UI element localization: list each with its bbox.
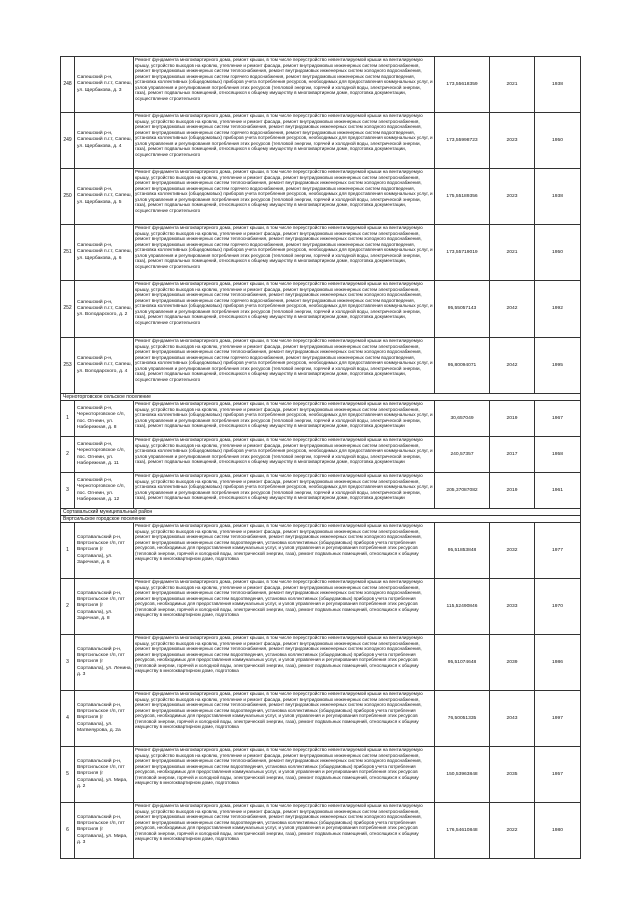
works-cell xyxy=(134,523,435,579)
repair-year-cell: 2019 xyxy=(490,473,535,509)
repair-year-cell: 2021 xyxy=(490,57,535,113)
works-text: Ремонт фундамента многоквартирного дома, ремонт крыши, в том числе переустройство невентилируемой крыши на вентилируемую крышу, устройство выходов на кровлю, утепление и ремонт фасада, ремонт внутридомовых инженерных систем электроснабжения, ремонт внутридомовых инженерных систем теплоснабжения, ремонт внутридомовых инженерных систем холодного водоснабжения, ремонт внутридомовых инженерных систем водоотведения, установка коллективных (общедомовых) приборов учета потребления ресурсов, необходимых для предоставления коммунальных услуг, и узлов управления и регулирования потребления этих ресурсов (тепловой энергии, горячей и холодной воды, электрической энергии, газа), ремонт подвальных помещений, относящихся к общему имуществу в многоквартирном доме, подготовка xyxy=(135,635,423,674)
table-row xyxy=(61,57,581,113)
repair-year-cell: 2021 xyxy=(490,225,535,281)
build-year-cell: 1977 xyxy=(535,523,581,579)
build-year-cell: 1958 xyxy=(535,437,581,473)
build-year-cell: 1950 xyxy=(535,225,581,281)
cost-cell: 95,80094071 xyxy=(435,338,490,394)
build-year-cell: 1995 xyxy=(535,338,581,394)
works-text: Ремонт фундамента многоквартирного дома, ремонт крыши, в том числе переустройство невентилируемой крыши на вентилируемую крышу, устройство выходов на кровлю, утепление и ремонт фасада, ремонт внутридомовых инженерных систем электроснабжения, ремонт внутридомовых инженерных систем теплоснабжения, ремонт внутридомовых инженерных систем холодного водоснабжения, ремонт внутридомовых инженерных систем горячего водоснабжения, ремонт внутридомовых инженерных систем водоотведения, установка коллективных (общедомовых) приборов учета потребления ресурсов, необходимых для предоставления коммунальных услуг, и узлов управления и регулирования потребления этих ресурсов (тепловой энергии, горячей и холодной воды, электрической энергии, газа), ремонт подвальных помещений, относящихся к общему имуществу в многоквартирном доме, подготовка документации, осуществление строительного xyxy=(135,338,433,382)
table-row xyxy=(61,113,581,169)
section-heading: Черноторговское сельское поселение xyxy=(61,394,581,401)
cost-cell: 205,37087082 xyxy=(435,473,490,509)
row-number-cell: 3 xyxy=(61,635,75,691)
works-text: Ремонт фундамента многоквартирного дома, ремонт крыши, в том числе переустройство невентилируемой крыши на вентилируемую крышу, устройство выходов на кровлю, утепление и ремонт фасада, ремонт внутридомовых инженерных систем электроснабжения, установка коллективных (общедомовых) приборов учета потребления ресурсов, необходимых для предоставления коммунальных услуг, и узлов управления и регулирования потребления этих ресурсов (тепловой энергии, горячей и холодной воды, электрической энергии, газа), ремонт подвальных помещений, относящихся к общему имуществу в многоквартирном доме, подготовка документации xyxy=(135,437,433,465)
table-row xyxy=(61,473,581,509)
repair-year-cell: 2042 xyxy=(490,338,535,394)
address-cell: Сортавальский р-н, Вяртсильское г/п, пгт Вяртсиля (г Сортавала), ул. Заречная, д. 6 xyxy=(75,523,134,579)
build-year-cell: 1997 xyxy=(535,691,581,747)
row-number-cell: 5 xyxy=(61,747,75,803)
cost-cell: 95,55057143 xyxy=(435,281,490,338)
works-cell xyxy=(134,338,435,394)
row-number-cell: 252 xyxy=(61,281,75,338)
build-year-cell: 1980 xyxy=(535,803,581,859)
repair-year-cell: 2032 xyxy=(490,523,535,579)
works-text: Ремонт фундамента многоквартирного дома, ремонт крыши, в том числе переустройство невентилируемой крыши на вентилируемую крышу, устройство выходов на кровлю, утепление и ремонт фасада, ремонт внутридомовых инженерных систем электроснабжения, установка коллективных (общедомовых) приборов учета потребления ресурсов, необходимых для предоставления коммунальных услуг, и узлов управления и регулирования потребления этих ресурсов (тепловой энергии, горячей и холодной воды, электрической энергии, газа), ремонт подвальных помещений, относящихся к общему имуществу в многоквартирном доме, подготовка документации xyxy=(135,401,433,429)
works-cell xyxy=(134,169,435,225)
section-row-urban-settlement xyxy=(61,516,581,523)
table-row xyxy=(61,635,581,691)
address-cell: Сортавальский р-н, Вяртсильское г/п, пгт Вяртсиля (г Сортавала), ул. Мира, д. 3 xyxy=(75,803,134,859)
repair-year-cell: 2042 xyxy=(490,281,535,338)
address-cell: Сортавальский р-н, Вяртсильское г/п, пгт Вяртсиля (г Сортавала), ул. Мира, д. 2 xyxy=(75,747,134,803)
works-cell xyxy=(134,803,435,859)
cost-cell: 30,657049 xyxy=(435,401,490,437)
table-row xyxy=(61,169,581,225)
table-row xyxy=(61,281,581,338)
works-text: Ремонт фундамента многоквартирного дома, ремонт крыши, в том числе переустройство невентилируемой крыши на вентилируемую крышу, устройство выходов на кровлю, утепление и ремонт фасада, ремонт внутридомовых инженерных систем электроснабжения, ремонт внутридомовых инженерных систем теплоснабжения, ремонт внутридомовых инженерных систем холодного водоснабжения, ремонт внутридомовых инженерных систем водоотведения, установка коллективных (общедомовых) приборов учета потребления ресурсов, необходимых для предоставления коммунальных услуг, и узлов управления и регулирования потребления этих ресурсов (тепловой энергии, горячей и холодной воды, электрической энергии, газа), ремонт подвальных помещений, относящихся к общему имуществу в многоквартирном доме, подготовка xyxy=(135,747,423,786)
repair-year-cell: 2035 xyxy=(490,747,535,803)
works-text: Ремонт фундамента многоквартирного дома, ремонт крыши, в том числе переустройство невентилируемой крыши на вентилируемую крышу, устройство выходов на кровлю, утепление и ремонт фасада, ремонт внутридомовых инженерных систем электроснабжения, ремонт внутридомовых инженерных систем теплоснабжения, ремонт внутридомовых инженерных систем холодного водоснабжения, ремонт внутридомовых инженерных систем горячего водоснабжения, ремонт внутридомовых инженерных систем водоотведения, установка коллективных (общедомовых) приборов учета потребления ресурсов, необходимых для предоставления коммунальных услуг, и узлов управления и регулирования потребления этих ресурсов (тепловой энергии, горячей и холодной воды, электрической энергии, газа), ремонт подвальных помещений, относящихся к общему имуществу в многоквартирном доме, подготовка документации, осуществление строительного xyxy=(135,225,433,269)
cost-cell: 173,55719019 xyxy=(435,225,490,281)
repair-year-cell: 2023 xyxy=(490,113,535,169)
build-year-cell: 1957 xyxy=(535,747,581,803)
cost-cell: 115,52490846 xyxy=(435,579,490,635)
cost-cell: 95,51074648 xyxy=(435,635,490,691)
works-cell xyxy=(134,747,435,803)
works-cell xyxy=(134,579,435,635)
works-text: Ремонт фундамента многоквартирного дома, ремонт крыши, в том числе переустройство невентилируемой крыши на вентилируемую крышу, устройство выходов на кровлю, утепление и ремонт фасада, ремонт внутридомовых инженерных систем электроснабжения, ремонт внутридомовых инженерных систем теплоснабжения, ремонт внутридомовых инженерных систем холодного водоснабжения, ремонт внутридомовых инженерных систем горячего водоснабжения, ремонт внутридомовых инженерных систем водоотведения, установка коллективных (общедомовых) приборов учета потребления ресурсов, необходимых для предоставления коммунальных услуг, и узлов управления и регулирования потребления этих ресурсов (тепловой энергии, горячей и холодной воды, электрической энергии, газа), ремонт подвальных помещений, относящихся к общему имуществу в многоквартирном доме, подготовка документации, осуществление строительного xyxy=(135,169,433,213)
address-cell: Сапешский р-н, Черноторговское с/п, пос. Огнеин, ул. Набережная, д. 11 xyxy=(75,437,134,473)
table-row xyxy=(61,225,581,281)
address-cell: Сапешский р-н, Сапешский п.г.т, Сапеш, ул. Щербакова, д. 4 xyxy=(75,113,134,169)
address-cell: Сапешский р-н, Сапешский п.г.т, Сапеш, ул. Щербакова, д. 3 xyxy=(75,57,134,113)
build-year-cell: 1992 xyxy=(535,281,581,338)
works-cell xyxy=(134,57,435,113)
works-text: Ремонт фундамента многоквартирного дома, ремонт крыши, в том числе переустройство невентилируемой крыши на вентилируемую крышу, устройство выходов на кровлю, утепление и ремонт фасада, ремонт внутридомовых инженерных систем электроснабжения, установка коллективных (общедомовых) приборов учета потребления ресурсов, необходимых для предоставления коммунальных услуг, и узлов управления и регулирования потребления этих ресурсов (тепловой энергии, горячей и холодной воды, электрической энергии, газа), ремонт подвальных помещений, относящихся к общему имуществу в многоквартирном доме, подготовка документации xyxy=(135,473,433,501)
cost-cell: 176,54610848 xyxy=(435,803,490,859)
works-text: Ремонт фундамента многоквартирного дома, ремонт крыши, в том числе переустройство невентилируемой крыши на вентилируемую крышу, устройство выходов на кровлю, утепление и ремонт фасада, ремонт внутридомовых инженерных систем электроснабжения, ремонт внутридомовых инженерных систем теплоснабжения, ремонт внутридомовых инженерных систем холодного водоснабжения, ремонт внутридомовых инженерных систем водоотведения, установка коллективных (общедомовых) приборов учета потребления ресурсов, необходимых для предоставления коммунальных услуг, и узлов управления и регулирования потребления этих ресурсов (тепловой энергии, горячей и холодной воды, электрической энергии, газа), ремонт подвальных помещений, относящихся к общему имуществу в многоквартирном доме, подготовка xyxy=(135,691,423,730)
address-cell: Сапешский р-н, Сапешский п.г.т, Сапеш, ул. Володарского, д. 2 xyxy=(75,281,134,338)
works-cell xyxy=(134,691,435,747)
table-row xyxy=(61,803,581,859)
address-cell: Сортавальский р-н, Вяртсильское г/п, пгт Вяртсиля (г Сортавала), ул. Ленина, д. 3 xyxy=(75,635,134,691)
cost-cell: 150,53963848 xyxy=(435,747,490,803)
row-number-cell: 250 xyxy=(61,169,75,225)
table-row xyxy=(61,437,581,473)
row-number-cell: 249 xyxy=(61,113,75,169)
cost-cell: 95,51853848 xyxy=(435,523,490,579)
works-cell xyxy=(134,281,435,338)
repair-year-cell: 2039 xyxy=(490,635,535,691)
works-text: Ремонт фундамента многоквартирного дома, ремонт крыши, в том числе переустройство невентилируемой крыши на вентилируемую крышу, устройство выходов на кровлю, утепление и ремонт фасада, ремонт внутридомовых инженерных систем электроснабжения, ремонт внутридомовых инженерных систем теплоснабжения, ремонт внутридомовых инженерных систем холодного водоснабжения, ремонт внутридомовых инженерных систем водоотведения, установка коллективных (общедомовых) приборов учета потребления ресурсов, необходимых для предоставления коммунальных услуг, и узлов управления и регулирования потребления этих ресурсов (тепловой энергии, горячей и холодной воды, электрической энергии, газа), ремонт подвальных помещений, относящихся к общему имуществу в многоквартирном доме, подготовка xyxy=(135,803,423,842)
repair-year-cell: 2023 xyxy=(490,169,535,225)
section-row-settlement xyxy=(61,394,581,401)
capital-repair-table xyxy=(60,56,581,859)
works-cell xyxy=(134,401,435,437)
row-number-cell: 1 xyxy=(61,401,75,437)
section-heading: Сортавальский муниципальный район xyxy=(61,509,581,516)
works-cell xyxy=(134,225,435,281)
row-number-cell: 1 xyxy=(61,523,75,579)
address-cell: Сортавальский р-н, Вяртсильское г/п, пгт Вяртсиля (г Сортавала), ул. Матвеяурова, д. 2а xyxy=(75,691,134,747)
row-number-cell: 2 xyxy=(61,579,75,635)
cost-cell: 173,55998723 xyxy=(435,113,490,169)
row-number-cell: 251 xyxy=(61,225,75,281)
table-body xyxy=(61,57,581,859)
cost-cell: 175,55189356 xyxy=(435,169,490,225)
document-sheet xyxy=(60,56,580,859)
works-text: Ремонт фундамента многоквартирного дома, ремонт крыши, в том числе переустройство невентилируемой крыши на вентилируемую крышу, устройство выходов на кровлю, утепление и ремонт фасада, ремонт внутридомовых инженерных систем электроснабжения, ремонт внутридомовых инженерных систем теплоснабжения, ремонт внутридомовых инженерных систем холодного водоснабжения, ремонт внутридомовых инженерных систем водоотведения, установка коллективных (общедомовых) приборов учета потребления ресурсов, необходимых для предоставления коммунальных услуг, и узлов управления и регулирования потребления этих ресурсов (тепловой энергии, горячей и холодной воды, электрической энергии, газа), ремонт подвальных помещений, относящихся к общему имуществу в многоквартирном доме, подготовка xyxy=(135,523,423,562)
cost-cell: 173,55618359 xyxy=(435,57,490,113)
works-text: Ремонт фундамента многоквартирного дома, ремонт крыши, в том числе переустройство невентилируемой крыши на вентилируемую крышу, устройство выходов на кровлю, утепление и ремонт фасада, ремонт внутридомовых инженерных систем электроснабжения, ремонт внутридомовых инженерных систем теплоснабжения, ремонт внутридомовых инженерных систем холодного водоснабжения, ремонт внутридомовых инженерных систем водоотведения, установка коллективных (общедомовых) приборов учета потребления ресурсов, необходимых для предоставления коммунальных услуг, и узлов управления и регулирования потребления этих ресурсов (тепловой энергии, горячей и холодной воды, электрической энергии, газа), ремонт подвальных помещений, относящихся к общему имуществу в многоквартирном доме, подготовка xyxy=(135,579,423,618)
table-row xyxy=(61,401,581,437)
build-year-cell: 1938 xyxy=(535,169,581,225)
works-text: Ремонт фундамента многоквартирного дома, ремонт крыши, в том числе переустройство невентилируемой крыши на вентилируемую крышу, устройство выходов на кровлю, утепление и ремонт фасада, ремонт внутридомовых инженерных систем электроснабжения, ремонт внутридомовых инженерных систем теплоснабжения, ремонт внутридомовых инженерных систем холодного водоснабжения, ремонт внутридомовых инженерных систем горячего водоснабжения, ремонт внутридомовых инженерных систем водоотведения, установка коллективных (общедомовых) приборов учета потребления ресурсов, необходимых для предоставления коммунальных услуг, и узлов управления и регулирования потребления этих ресурсов (тепловой энергии, горячей и холодной воды, электрической энергии, газа), ремонт подвальных помещений, относящихся к общему имуществу в многоквартирном доме, подготовка документации, осуществление строительного xyxy=(135,57,433,101)
section-row-district xyxy=(61,509,581,516)
row-number-cell: 2 xyxy=(61,437,75,473)
build-year-cell: 1961 xyxy=(535,473,581,509)
works-cell xyxy=(134,437,435,473)
cost-cell: 240,57357 xyxy=(435,437,490,473)
works-cell xyxy=(134,473,435,509)
cost-cell: 76,50051335 xyxy=(435,691,490,747)
repair-year-cell: 2022 xyxy=(490,803,535,859)
address-cell: Сапешский р-н, Сапешский п.г.т, Сапеш, ул. Володарского, д. 4 xyxy=(75,338,134,394)
build-year-cell: 1950 xyxy=(535,113,581,169)
row-number-cell: 3 xyxy=(61,473,75,509)
works-text: Ремонт фундамента многоквартирного дома, ремонт крыши, в том числе переустройство невентилируемой крыши на вентилируемую крышу, устройство выходов на кровлю, утепление и ремонт фасада, ремонт внутридомовых инженерных систем электроснабжения, ремонт внутридомовых инженерных систем теплоснабжения, ремонт внутридомовых инженерных систем холодного водоснабжения, ремонт внутридомовых инженерных систем горячего водоснабжения, ремонт внутридомовых инженерных систем водоотведения, установка коллективных (общедомовых) приборов учета потребления ресурсов, необходимых для предоставления коммунальных услуг, и узлов управления и регулирования потребления этих ресурсов (тепловой энергии, горячей и холодной воды, электрической энергии, газа), ремонт подвальных помещений, относящихся к общему имуществу в многоквартирном доме, подготовка документации, осуществление строительного xyxy=(135,113,433,157)
works-cell xyxy=(134,635,435,691)
section-heading: Вяртсильское городское поселение xyxy=(61,516,581,523)
row-number-cell: 253 xyxy=(61,338,75,394)
build-year-cell: 1938 xyxy=(535,57,581,113)
repair-year-cell: 2019 xyxy=(490,401,535,437)
repair-year-cell: 2043 xyxy=(490,691,535,747)
row-number-cell: 6 xyxy=(61,803,75,859)
table-row xyxy=(61,523,581,579)
table-row xyxy=(61,747,581,803)
table-row xyxy=(61,691,581,747)
works-text: Ремонт фундамента многоквартирного дома, ремонт крыши, в том числе переустройство невентилируемой крыши на вентилируемую крышу, устройство выходов на кровлю, утепление и ремонт фасада, ремонт внутридомовых инженерных систем электроснабжения, ремонт внутридомовых инженерных систем теплоснабжения, ремонт внутридомовых инженерных систем холодного водоснабжения, ремонт внутридомовых инженерных систем горячего водоснабжения, ремонт внутридомовых инженерных систем водоотведения, установка коллективных (общедомовых) приборов учета потребления ресурсов, необходимых для предоставления коммунальных услуг, и узлов управления и регулирования потребления этих ресурсов (тепловой энергии, горячей и холодной воды, электрической энергии, газа), ремонт подвальных помещений, относящихся к общему имуществу в многоквартирном доме, подготовка документации, осуществление строительного xyxy=(135,281,433,325)
build-year-cell: 1970 xyxy=(535,579,581,635)
address-cell: Сапешский р-н, Сапешский п.г.т, Сапеш, ул. Щербакова, д. 6 xyxy=(75,225,134,281)
row-number-cell: 248 xyxy=(61,57,75,113)
table-row xyxy=(61,579,581,635)
repair-year-cell: 2017 xyxy=(490,437,535,473)
address-cell: Сапешский р-н, Сапешский п.г.т, Сапеш, ул. Щербакова, д. 5 xyxy=(75,169,134,225)
address-cell: Сапешский р-н, Черноторговское с/п, пос. Огнеин, ул. Набережная, д. 8 xyxy=(75,401,134,437)
address-cell: Сортавальский р-н, Вяртсильское г/п, пгт Вяртсиля (г Сортавала), ул. Заречная, д. 8 xyxy=(75,579,134,635)
works-cell xyxy=(134,113,435,169)
address-cell: Сапешский р-н, Черноторговское с/п, пос. Огнеин, ул. Набережная, д. 12 xyxy=(75,473,134,509)
row-number-cell: 4 xyxy=(61,691,75,747)
build-year-cell: 1967 xyxy=(535,401,581,437)
repair-year-cell: 2033 xyxy=(490,579,535,635)
build-year-cell: 1986 xyxy=(535,635,581,691)
table-row xyxy=(61,338,581,394)
